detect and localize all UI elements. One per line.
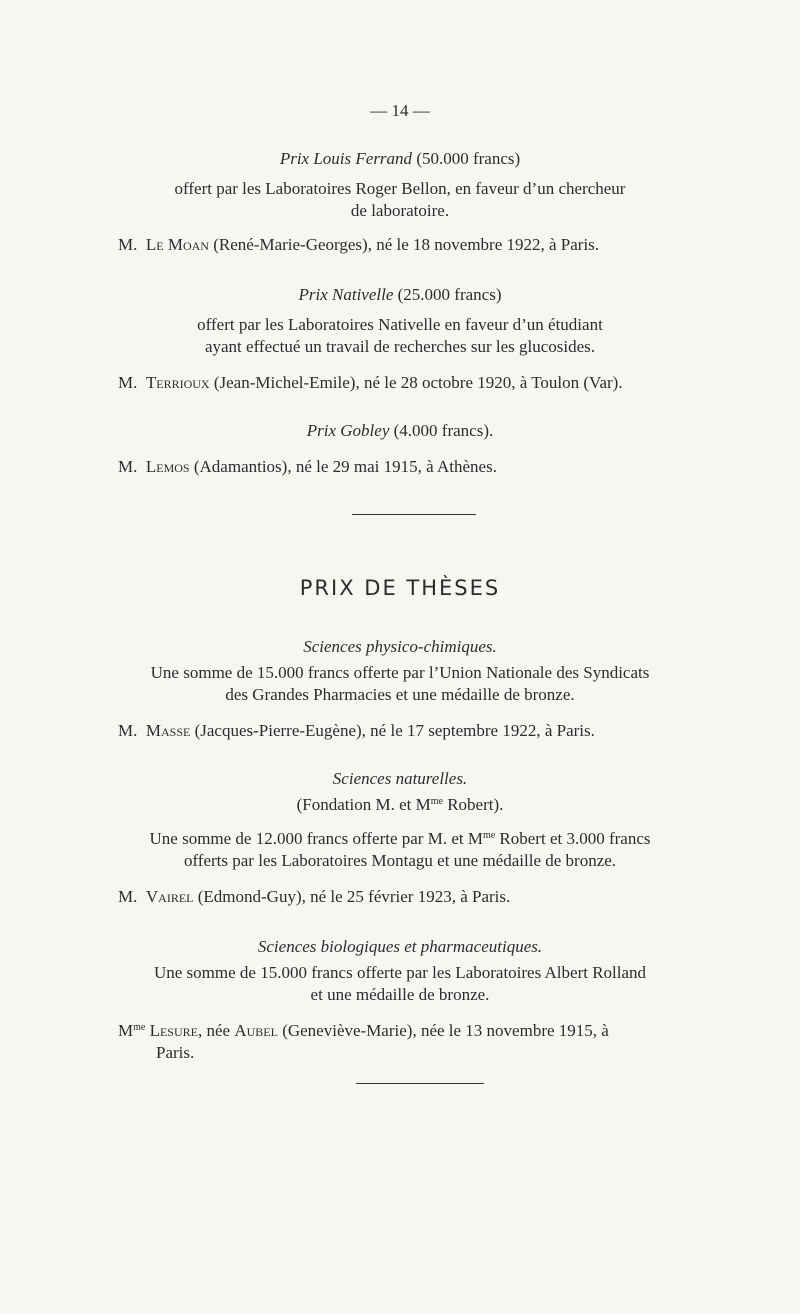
end-divider — [356, 1083, 484, 1084]
winner-title — [118, 1021, 145, 1040]
prize-ferrand-winner — [118, 234, 599, 256]
winner-name: Lemos — [145, 457, 190, 476]
thesis-naturelles-winner — [118, 886, 510, 908]
fondation-text-post: Robert). — [442, 795, 504, 814]
prize-gobley-winner — [118, 456, 497, 478]
prize-nativelle-desc-line2: ayant effectué un travail de recherches sur les glucosides. — [204, 337, 596, 356]
winner-name: Masse — [145, 721, 191, 740]
prize-nativelle-title: Prix Nativelle — [298, 285, 394, 304]
winner-title: M. — [118, 887, 138, 906]
thesis-naturelles-fondation — [0, 794, 800, 816]
thesis-physchim-desc-line2: des Grandes Pharmacies et une médaille de bronze. — [225, 685, 575, 704]
prize-nativelle-winner — [118, 372, 623, 394]
winner-title: M. — [118, 235, 138, 254]
thesis-naturelles-desc-line1 — [0, 828, 800, 850]
prize-ferrand-amount: (50.000 francs) — [416, 149, 521, 168]
winner-details: (Adamantios), né le 29 mai 1915, à Athènes. — [193, 457, 497, 476]
fondation-text-pre: (Fondation M. et M — [296, 795, 431, 814]
prize-gobley-heading — [0, 420, 800, 442]
thesis-physchim-desc-line1: Une somme de 15.000 francs offerte par l’Union Nationale des Syndicats — [150, 663, 650, 682]
desc-text-pre: Une somme de 12.000 francs offerte par M. et M — [149, 829, 483, 848]
winner-details: (Geneviève-Marie), née le 13 novembre 1915, à — [282, 1021, 609, 1040]
winner-title-text: M — [118, 1021, 134, 1040]
desc-text-sup: me — [482, 830, 496, 841]
prize-nativelle-heading — [0, 284, 800, 306]
winner-details: (Jean-Michel-Emile), né le 28 octobre 1920, à Toulon (Var). — [213, 373, 623, 392]
section-divider — [352, 514, 476, 515]
prize-nativelle-amount: (25.000 francs) — [397, 285, 502, 304]
prize-ferrand-heading — [0, 148, 800, 170]
thesis-physchim-winner — [118, 720, 595, 742]
winner-details: (Edmond-Guy), né le 25 février 1923, à Paris. — [197, 887, 511, 906]
prize-gobley-amount: (4.000 francs). — [393, 421, 494, 440]
winner-title: M. — [118, 373, 138, 392]
thesis-biopharma-title: Sciences biologiques et pharmaceutiques. — [257, 937, 543, 956]
winner-name: Le Moan — [145, 235, 209, 254]
winner-name: Lesure — [149, 1021, 198, 1040]
thesis-biopharma-winner-line2: Paris. — [156, 1043, 195, 1062]
prize-ferrand-desc-line1: offert par les Laboratoires Roger Bellon, en faveur d’un chercheur — [174, 179, 626, 198]
prize-ferrand-title: Prix Louis Ferrand — [279, 149, 413, 168]
thesis-biopharma-desc-line1: Une somme de 15.000 francs offerte par les Laboratoires Albert Rolland — [153, 963, 647, 982]
thesis-naturelles-title: Sciences naturelles. — [332, 769, 468, 788]
winner-title: M. — [118, 457, 138, 476]
thesis-physchim-title: Sciences physico-chimiques. — [303, 637, 497, 656]
thesis-biopharma-winner — [118, 1020, 609, 1042]
section-heading: PRIX DE THÈSES — [299, 576, 501, 600]
winner-mid: , née — [197, 1021, 231, 1040]
page-number: — 14 — — [370, 101, 430, 120]
thesis-biopharma-desc-line2: et une médaille de bronze. — [310, 985, 490, 1004]
winner-details: (Jacques-Pierre-Eugène), né le 17 septembre 1922, à Paris. — [194, 721, 595, 740]
thesis-naturelles-desc-line2: offerts par les Laboratoires Montagu et une médaille de bronze. — [183, 851, 617, 870]
winner-details: (René-Marie-Georges), né le 18 novembre 1922, à Paris. — [213, 235, 600, 254]
winner-maiden-name: Aubel — [234, 1021, 278, 1040]
prize-nativelle-desc-line1: offert par les Laboratoires Nativelle en faveur d’un étudiant — [197, 315, 603, 334]
winner-name: Terrioux — [145, 373, 210, 392]
winner-name: Vairel — [145, 887, 194, 906]
winner-title: M. — [118, 721, 138, 740]
prize-ferrand-desc-line2: de laboratoire. — [350, 201, 450, 220]
winner-title-sup: me — [133, 1022, 146, 1033]
prize-gobley-title: Prix Gobley — [306, 421, 390, 440]
fondation-text-sup: me — [430, 796, 443, 807]
desc-text-post: Robert et 3.000 francs — [495, 829, 651, 848]
